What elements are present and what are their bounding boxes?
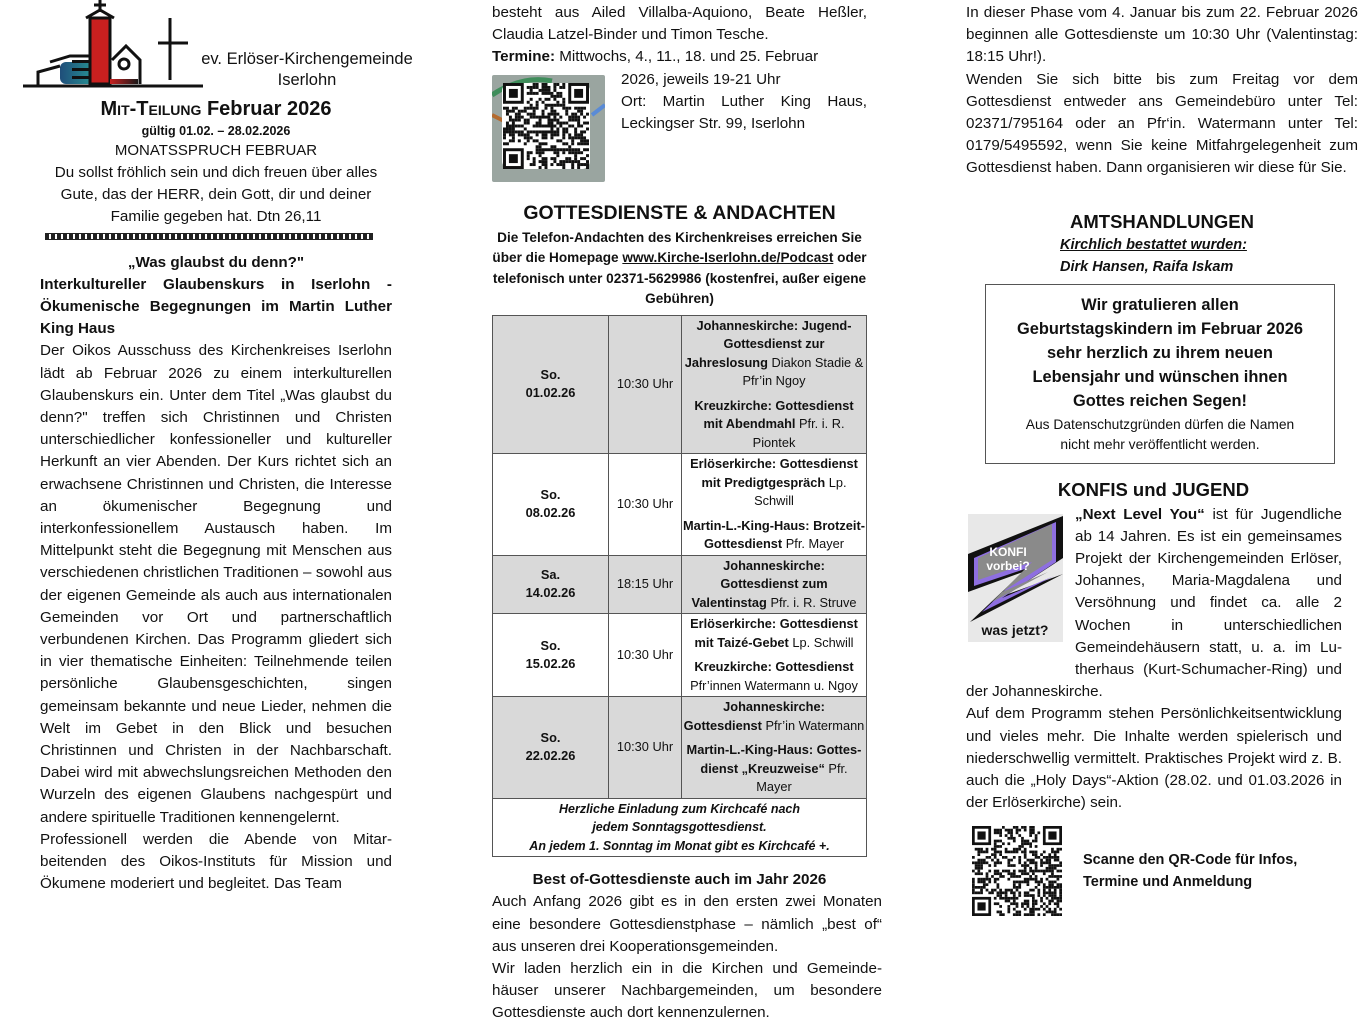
burial-names: Dirk Hansen, Raifa Iskam [1060, 258, 1234, 275]
org-name-line2: Iserlohn [277, 71, 337, 89]
service-time: 10:30 Uhr [609, 614, 682, 697]
service-event-title: Kreuzkirche: Gottesdienst [694, 659, 854, 675]
article-paragraph: Professionell werden die Abende von Mitarbeitenden des Oikos-Instituts für Mission und Ökumene moderiert und begleitet. Das Team [40, 830, 392, 893]
best-of-paragraph: Auch Anfang 2026 gibt es in den ersten zwei Monaten eine besondere Gottesdienstphase – nämlich „best of“ aus unseren drei Kooperationsgemeinden. [492, 893, 882, 955]
article-subtitle: Interkultureller Glaubenskurs in Iserlohn - Ökumenische Begegnungen im Martin Luther King Haus [40, 275, 392, 338]
service-event [683, 741, 865, 797]
burial-label: Kirchlich bestattet wurden: [1060, 236, 1247, 253]
service-row [493, 555, 867, 614]
services-table-footer [493, 798, 867, 857]
service-day: Sa. [540, 566, 561, 582]
amtshandlungen-title: AMTSHANDLUNGEN [1070, 210, 1254, 232]
service-event-title: Martin-L.-King-Haus: Gottes-dienst „Kreuzweise“ [686, 742, 862, 776]
birthday-line: Geburtstagskindern im Februar 2026 [1016, 319, 1304, 338]
best-of-continuation [966, 2, 1358, 180]
service-event-leader: Diakon Stadie & Pfr’in Ngoy [742, 354, 864, 389]
best-of-section [492, 869, 882, 1024]
service-time: 10:30 Uhr [609, 697, 682, 799]
konfi-image-caption: was jetzt? [981, 621, 1049, 638]
church-logo [20, 0, 420, 94]
service-event-title: Erlöserkirche: Gottesdienst mit Taizé-Gebet [690, 616, 858, 650]
service-date [493, 697, 609, 799]
birthday-line: Lebensjahr und wünschen ihnen [1032, 368, 1288, 387]
privacy-note-line: Aus Datenschutzgründen dürfen die Namen [1025, 416, 1295, 432]
service-event [683, 517, 865, 554]
service-event-title: Johanneskirche: Gottesdienst [683, 699, 825, 733]
birthday-line: Wir gratulieren allen [1081, 295, 1239, 314]
termine-dates: Mittwochs, 4., 11., 18. und 25. Februar [559, 48, 819, 66]
service-event [683, 455, 865, 511]
service-event-title: Johanneskirche: Jugend-Gottesdienst zur Jahreslosung [684, 317, 852, 370]
service-event-leader: Pfr. Mayer [756, 760, 848, 795]
service-date [493, 614, 609, 697]
service-events [682, 555, 867, 614]
article-glaubenskurs [40, 252, 392, 896]
services-table [492, 315, 867, 858]
service-row [493, 454, 867, 556]
services-intro [492, 228, 867, 310]
konfi-poster-image [968, 514, 1063, 642]
burials [966, 234, 1358, 278]
konfi-qr-row [966, 826, 1358, 916]
birthday-line: Gottes reichen Segen! [1073, 392, 1247, 411]
birthday-box [985, 284, 1335, 464]
services-intro-phone: oder telefonisch unter 02371-5629986 (kostenfrei, außer eigene Gebühren) [492, 250, 867, 307]
validity-period: gültig 01.02. – 28.02.2026 [141, 124, 291, 138]
podcast-link[interactable]: www.Kirche-Iserlohn.de/Podcast [622, 250, 834, 266]
service-day: So. [540, 637, 561, 653]
service-date-value: 14.02.26 [525, 585, 576, 601]
service-events [682, 697, 867, 799]
service-event-leader: Pfr’in Watermann [765, 717, 865, 733]
service-event-leader: Pfr. i. R. Piontek [752, 416, 845, 450]
service-event-title: Kreuzkirche: Gottesdienst mit Abendmahl [694, 397, 854, 432]
konfi-qr-code[interactable] [972, 826, 1062, 916]
service-event [683, 317, 865, 391]
konfis-paragraph: Auf dem Programm stehen Persönlichkeitsentwicklung und vieles mehr. Die Inhalte werden spielerisch und niederschwellig vermittelt. Praktisches Projekt wird z. B. auch die „Holy Days“-Aktion (28.02. und 01.03.2026 in der Erlöserkirche) sein. [966, 705, 1342, 812]
qr-caption-line: Termine und Anmeldung [1083, 874, 1253, 891]
column-right [966, 2, 1358, 916]
kirchcafe-line: An jedem 1. Sonntag im Monat gibt es Kirchcafé +. [529, 838, 830, 853]
birthday-line: sehr herzlich zu ihrem neuen [1047, 344, 1273, 363]
service-event-leader: Pfr’innen Watermann u. Ngoy [690, 677, 858, 693]
service-date-value: 15.02.26 [525, 656, 576, 672]
monthly-verse-heading: MONATSSPRUCH FEBRUAR [114, 142, 318, 159]
monthly-verse: Du sollst fröhlich sein und dich freuen über alles Gute, das der HERR, dein Gott, dir und deiner Familie gegeben hat. Dtn 26,11 [54, 164, 378, 226]
konfi-image-text: KONFI [989, 544, 1027, 559]
service-events [682, 614, 867, 697]
course-qr-code[interactable] [492, 75, 605, 182]
newsletter-title [40, 96, 392, 122]
article-title: „Was glaubst du denn?" [127, 253, 305, 271]
privacy-note-line: nicht mehr veröffentlicht werden. [1060, 436, 1260, 452]
column-middle [492, 2, 882, 1025]
konfis-paragraph-text: ist für Jugendliche ab 14 Jahren. Es ist ein gemeinsames Projekt der Kirchengemeinden Erlöser, Johannes, Maria-Magdalena und Versöhnung und findet ca. alle 2 Wochen in unterschiedlichen Gemeindehäusern statt, u. a. im Lutherhaus (Kurt-Schumacher-Ring) und der Johanneskirche. [966, 505, 1342, 701]
service-day: So. [540, 486, 561, 502]
privacy-note [986, 415, 1334, 455]
service-date-value: 22.02.26 [525, 748, 576, 764]
service-time: 10:30 Uhr [609, 454, 682, 556]
service-event [683, 658, 865, 695]
service-event-leader: Pfr. Mayer [785, 536, 845, 552]
kirchcafe-line: Herzliche Einladung zum Kirchcafé nach [558, 801, 801, 816]
service-event [683, 615, 865, 652]
service-row [493, 614, 867, 697]
service-event-title: Johanneskirche: Gottesdienst zum Valentinstag [691, 557, 828, 610]
title-prefix: Mit-Teilung [100, 98, 202, 120]
service-event-leader: Pfr. i. R. Struve [770, 594, 857, 610]
best-of-paragraph: Wir laden herzlich ein in die Kirchen und Gemeindehäuser unserer Nachbargemeinden, um besondere Gottesdienste auch dort kennenzulernen. [492, 959, 882, 1022]
termine-times: 2026, jeweils 19-21 Uhr [621, 70, 781, 88]
service-event [683, 557, 865, 613]
service-date-value: 08.02.26 [525, 505, 576, 521]
service-time: 10:30 Uhr [609, 315, 682, 454]
termine-location: Ort: Martin Luther King Haus, Leckingser Str. 99, Iserlohn [621, 92, 867, 133]
service-events [682, 315, 867, 454]
service-event-leader: Lp. Schwill [754, 474, 847, 509]
service-date [493, 315, 609, 454]
service-day: So. [540, 366, 561, 382]
konfi-image-text: vorbei? [986, 558, 1030, 573]
decorative-divider [45, 233, 373, 240]
service-event-leader: Lp. Schwill [792, 634, 854, 650]
service-event-title: Erlöserkirche: Gottesdienst mit Predigtgespräch [690, 456, 858, 490]
qr-code-icon [972, 826, 1062, 916]
termine-label: Termine: [492, 48, 556, 66]
konfis-description [966, 504, 1342, 815]
org-name-line1: ev. Erlöser-Kirchengemeinde [201, 50, 413, 68]
service-row [493, 315, 867, 454]
service-date [493, 454, 609, 556]
column-left [40, 0, 413, 896]
team-members: besteht aus Ailed Villalba-Aquiono, Beate Heßler, Claudia Latzel-Binder und Timon Tesche. [492, 4, 867, 44]
kirchcafe-note [493, 798, 867, 857]
org-name [197, 49, 417, 91]
article-paragraph: Der Oikos Ausschuss des Kirchenkreises Iserlohn lädt ab Februar 2026 zu einem interkulturellen Glaubenskurs ein. Unter dem Titel „Was glaubst du denn?" treffen sich Christinnen und Christen unterschiedlicher konfessioneller und kultureller Herkunft an vier Abenden. Der Kurs richtet sich an erwachsene Christinnen und Christen, die Interesse an ökumenischer Begegnung und interkonfessionellem Austausch haben. Im Mittelpunkt steht die Begegnung mit Menschen aus verschiedenen christlichen Traditionen – sowohl aus der eigenen Gemeinde als auch aus internationalen Gemeinden vor Ort und partnerschaftlich verbundenen Kirchen. Das Programm gliedert sich in vier thematische Einheiten: Teilnehmende teilen persönliche Glaubensgeschichten, singen gemeinsam bekannte und neue Lieder, nehmen die Welt im Gebet in den Blick und besuchen Christinnen und Christen in der Nachbarschaft. Dabei wird mit abwechslungsreichen Methoden den Wurzeln des eigenen Glaubens nachgespürt und andere spirituelle Traditionen kennengelernt. [40, 342, 392, 826]
termine-block [492, 69, 867, 182]
service-event-title: Martin-L.-King-Haus: Brotzeit-Gottesdienst [683, 517, 865, 552]
lightning-bolt-icon [968, 514, 1063, 642]
services-title: GOTTESDIENSTE & ANDACHTEN [523, 201, 836, 224]
project-name: „Next Level You“ [1075, 505, 1205, 523]
termine-line [492, 46, 867, 68]
best-of-paragraph: Wenden Sie sich bitte bis zum Freitag vor dem Gottesdienst entweder ans Gemeindebüro unter Tel: 02371/795164 oder an Pfr‘in. Watermann unter Tel: 0179/5495592, wenn Sie keine Mitfahrgelegenheit zum Gottesdienst haben. Dann organisieren wir diese für Sie. [966, 70, 1358, 177]
service-row [493, 697, 867, 799]
service-events [682, 454, 867, 556]
best-of-paragraph: In dieser Phase vom 4. Januar bis zum 22. Februar 2026 beginnen alle Gottesdienste um 10:30 Uhr (Valentinstag: 18:15 Uhr!). [966, 4, 1358, 66]
best-of-title: Best of-Gottesdienste auch im Jahr 2026 [532, 871, 827, 889]
service-date [493, 555, 609, 614]
services-intro-text: Die Telefon-Andachten des Kirchenkreises erreichen Sie über die Homepage [492, 229, 862, 266]
kirchcafe-line: jedem Sonntagsgottesdienst. [592, 820, 767, 835]
service-event [683, 397, 865, 453]
service-time: 18:15 Uhr [609, 555, 682, 614]
qr-caption [1083, 849, 1297, 893]
service-date-value: 01.02.26 [525, 385, 576, 401]
title-suffix: Februar 2026 [206, 98, 332, 120]
service-day: So. [540, 729, 561, 745]
qr-code-icon [502, 83, 590, 169]
qr-caption-line: Scanne den QR-Code für Infos, [1083, 852, 1298, 869]
konfis-title: KONFIS und JUGEND [1057, 478, 1250, 500]
service-event [683, 698, 865, 735]
